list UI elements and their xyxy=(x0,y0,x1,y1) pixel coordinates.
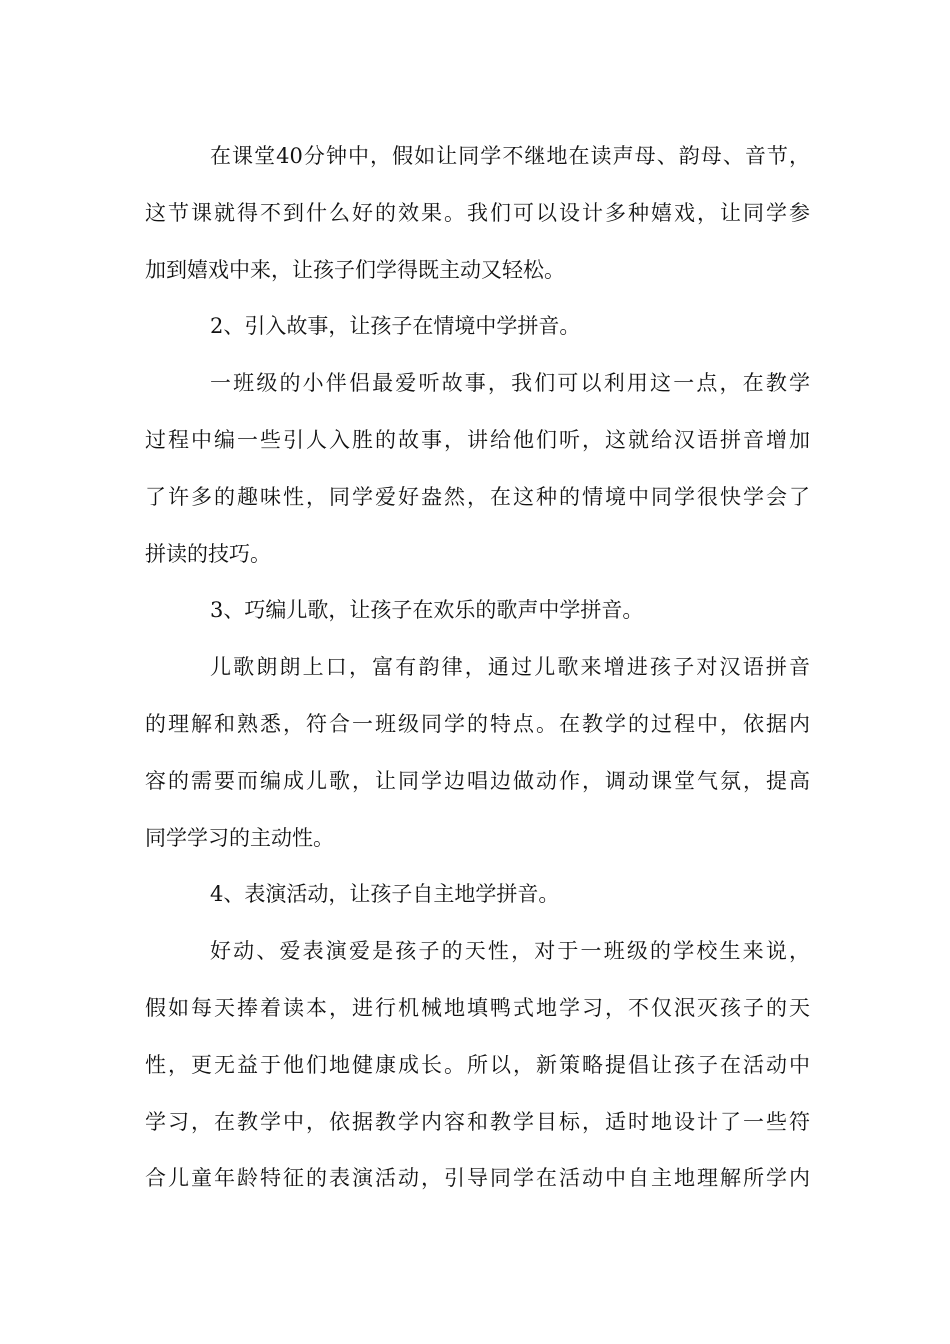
text-line: 加到嬉戏中来，让孩子们学得既主动又轻松。 xyxy=(145,257,565,282)
text-line: 拼读的技巧。 xyxy=(145,541,271,566)
text-line: 3、巧编儿歌，让孩子在欢乐的歌声中学拼音。 xyxy=(210,598,644,623)
text-line: 这节课就得不到什么好的效果。我们可以设计多种嬉戏，让同学参 xyxy=(145,200,810,225)
text-line: 2、引入故事，让孩子在情境中学拼音。 xyxy=(210,314,581,339)
text-line: 一班级的小伴侣最爱听故事，我们可以利用这一点，在教学 xyxy=(210,371,810,396)
text-line: 学习，在教学中，依据教学内容和教学目标，适时地设计了一些符 xyxy=(145,1109,810,1134)
text-line: 性，更无益于他们地健康成长。所以，新策略提倡让孩子在活动中 xyxy=(145,1052,810,1077)
text-line: 了许多的趣味性，同学爱好盎然，在这种的情境中同学很快学会了 xyxy=(145,484,810,509)
text-line: 儿歌朗朗上口，富有韵律，通过儿歌来增进孩子对汉语拼音 xyxy=(210,655,810,680)
text-line: 过程中编一些引人入胜的故事，讲给他们听，这就给汉语拼音增加 xyxy=(145,427,810,452)
document-body xyxy=(145,128,810,1207)
text-line: 好动、爱表演爱是孩子的天性，对于一班级的学校生来说， xyxy=(210,939,810,964)
text-line: 同学学习的主动性。 xyxy=(145,825,334,850)
text-line: 假如每天捧着读本，进行机械地填鸭式地学习，不仅泯灭孩子的天 xyxy=(145,995,810,1020)
text-line: 合儿童年龄特征的表演活动，引导同学在活动中自主地理解所学内 xyxy=(145,1166,810,1191)
text-line: 容的需要而编成儿歌，让同学边唱边做动作，调动课堂气氛，提高 xyxy=(145,768,810,793)
text-line: 在课堂40分钟中，假如让同学不继地在读声母、韵母、音节， xyxy=(210,144,810,168)
text-line: 4、表演活动，让孩子自主地学拼音。 xyxy=(210,882,560,907)
text-line: 的理解和熟悉，符合一班级同学的特点。在教学的过程中，依据内 xyxy=(145,711,810,736)
